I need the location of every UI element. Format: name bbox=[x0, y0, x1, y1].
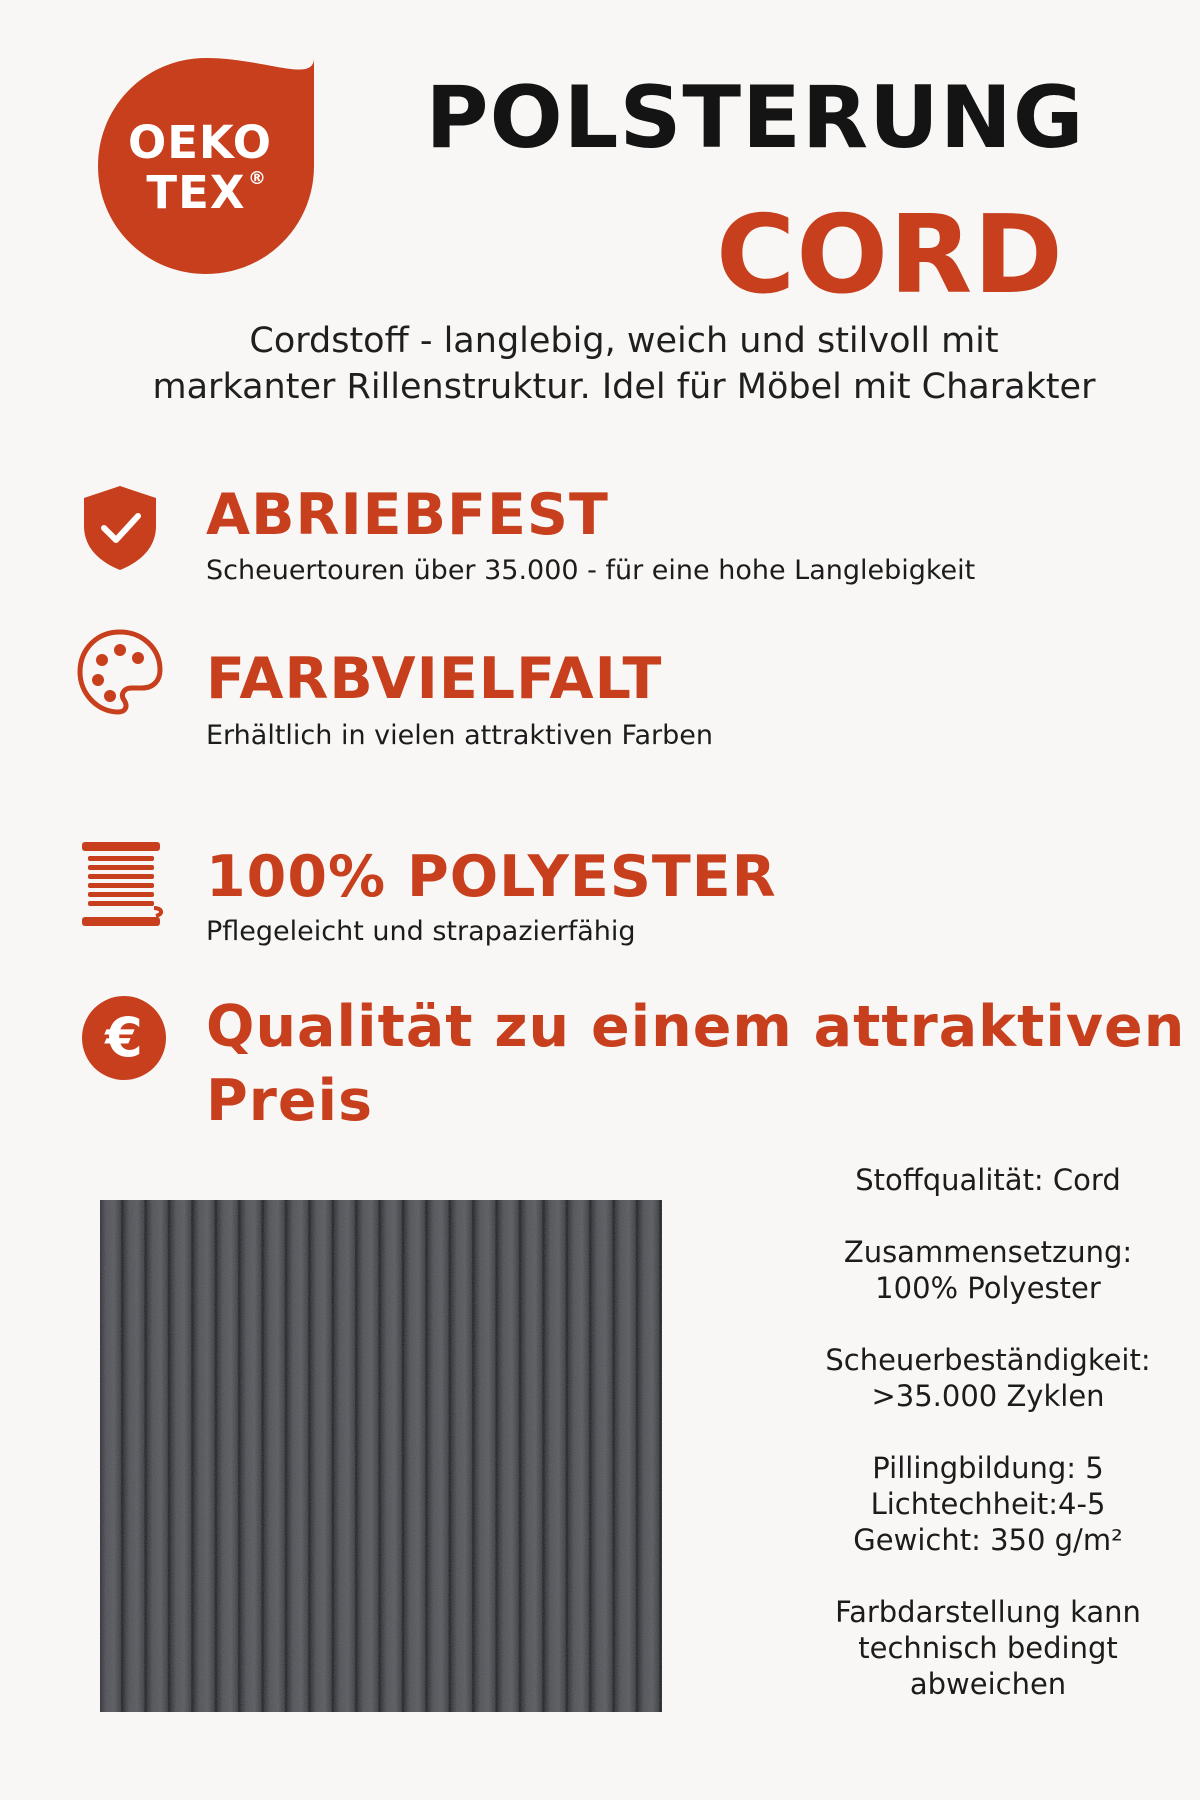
spec-scheuer-label: Scheuerbeständigkeit: bbox=[825, 1343, 1151, 1377]
oeko-tex-logo bbox=[88, 48, 324, 284]
spec-scheuer-value: >35.000 Zyklen bbox=[871, 1379, 1105, 1413]
spec-zusammensetzung-label: Zusammensetzung: bbox=[843, 1235, 1133, 1269]
intro-line-2: markanter Rillenstruktur. Idel für Möbel mit Charakter bbox=[152, 367, 1096, 407]
spec-zusammensetzung-value: 100% Polyester bbox=[875, 1271, 1101, 1305]
shield-check-icon bbox=[72, 480, 168, 576]
feature-desc-polyester: Pflegeleicht und strapazierfähig bbox=[206, 916, 636, 947]
feature-desc-abriebfest: Scheuertouren über 35.000 - für eine hohe Langlebigkeit bbox=[206, 555, 976, 586]
spec-stoffqualitaet bbox=[780, 1162, 1196, 1198]
svg-text:€: € bbox=[105, 1006, 143, 1069]
feature-title-abriebfest: ABRIEBFEST bbox=[206, 482, 609, 548]
euro-icon bbox=[76, 990, 172, 1086]
spec-hinweis-line-2: technisch bedingt bbox=[858, 1631, 1118, 1665]
intro-text bbox=[60, 318, 1188, 410]
spec-lichtechtheit: Lichtechheit:4-5 bbox=[870, 1487, 1106, 1521]
spec-scheuer bbox=[780, 1342, 1196, 1414]
spec-hinweis-line-1: Farbdarstellung kann bbox=[835, 1595, 1141, 1629]
thread-spool-icon bbox=[76, 836, 172, 932]
page-subtitle: CORD bbox=[716, 193, 1064, 318]
feature-title-preis: Qualität zu einem attraktiven Preis bbox=[206, 994, 1186, 1134]
spec-hinweis-line-3: abweichen bbox=[909, 1667, 1067, 1701]
logo-text-line2: TEX bbox=[146, 166, 246, 219]
palette-icon bbox=[72, 624, 168, 720]
spec-zusammensetzung bbox=[780, 1234, 1196, 1306]
spec-pilling: Pillingbildung: 5 bbox=[872, 1451, 1104, 1485]
feature-title-polyester: 100% POLYESTER bbox=[206, 844, 777, 910]
fabric-specs bbox=[780, 1162, 1196, 1738]
page-title: POLSTERUNG bbox=[425, 68, 1085, 168]
spec-group-properties bbox=[780, 1450, 1196, 1558]
spec-stoffqualitaet-text: Stoffqualität: Cord bbox=[855, 1163, 1121, 1197]
feature-desc-farbvielfalt: Erhältlich in vielen attraktiven Farben bbox=[206, 720, 714, 751]
intro-line-1: Cordstoff - langlebig, weich und stilvoll mit bbox=[249, 321, 999, 361]
logo-text-line1: OEKO bbox=[127, 116, 273, 169]
cord-fabric-swatch bbox=[100, 1200, 662, 1712]
registered-mark: ® bbox=[248, 168, 266, 189]
spec-hinweis bbox=[780, 1594, 1196, 1702]
spec-gewicht: Gewicht: 350 g/m² bbox=[853, 1523, 1123, 1557]
feature-title-farbvielfalt: FARBVIELFALT bbox=[206, 646, 663, 712]
